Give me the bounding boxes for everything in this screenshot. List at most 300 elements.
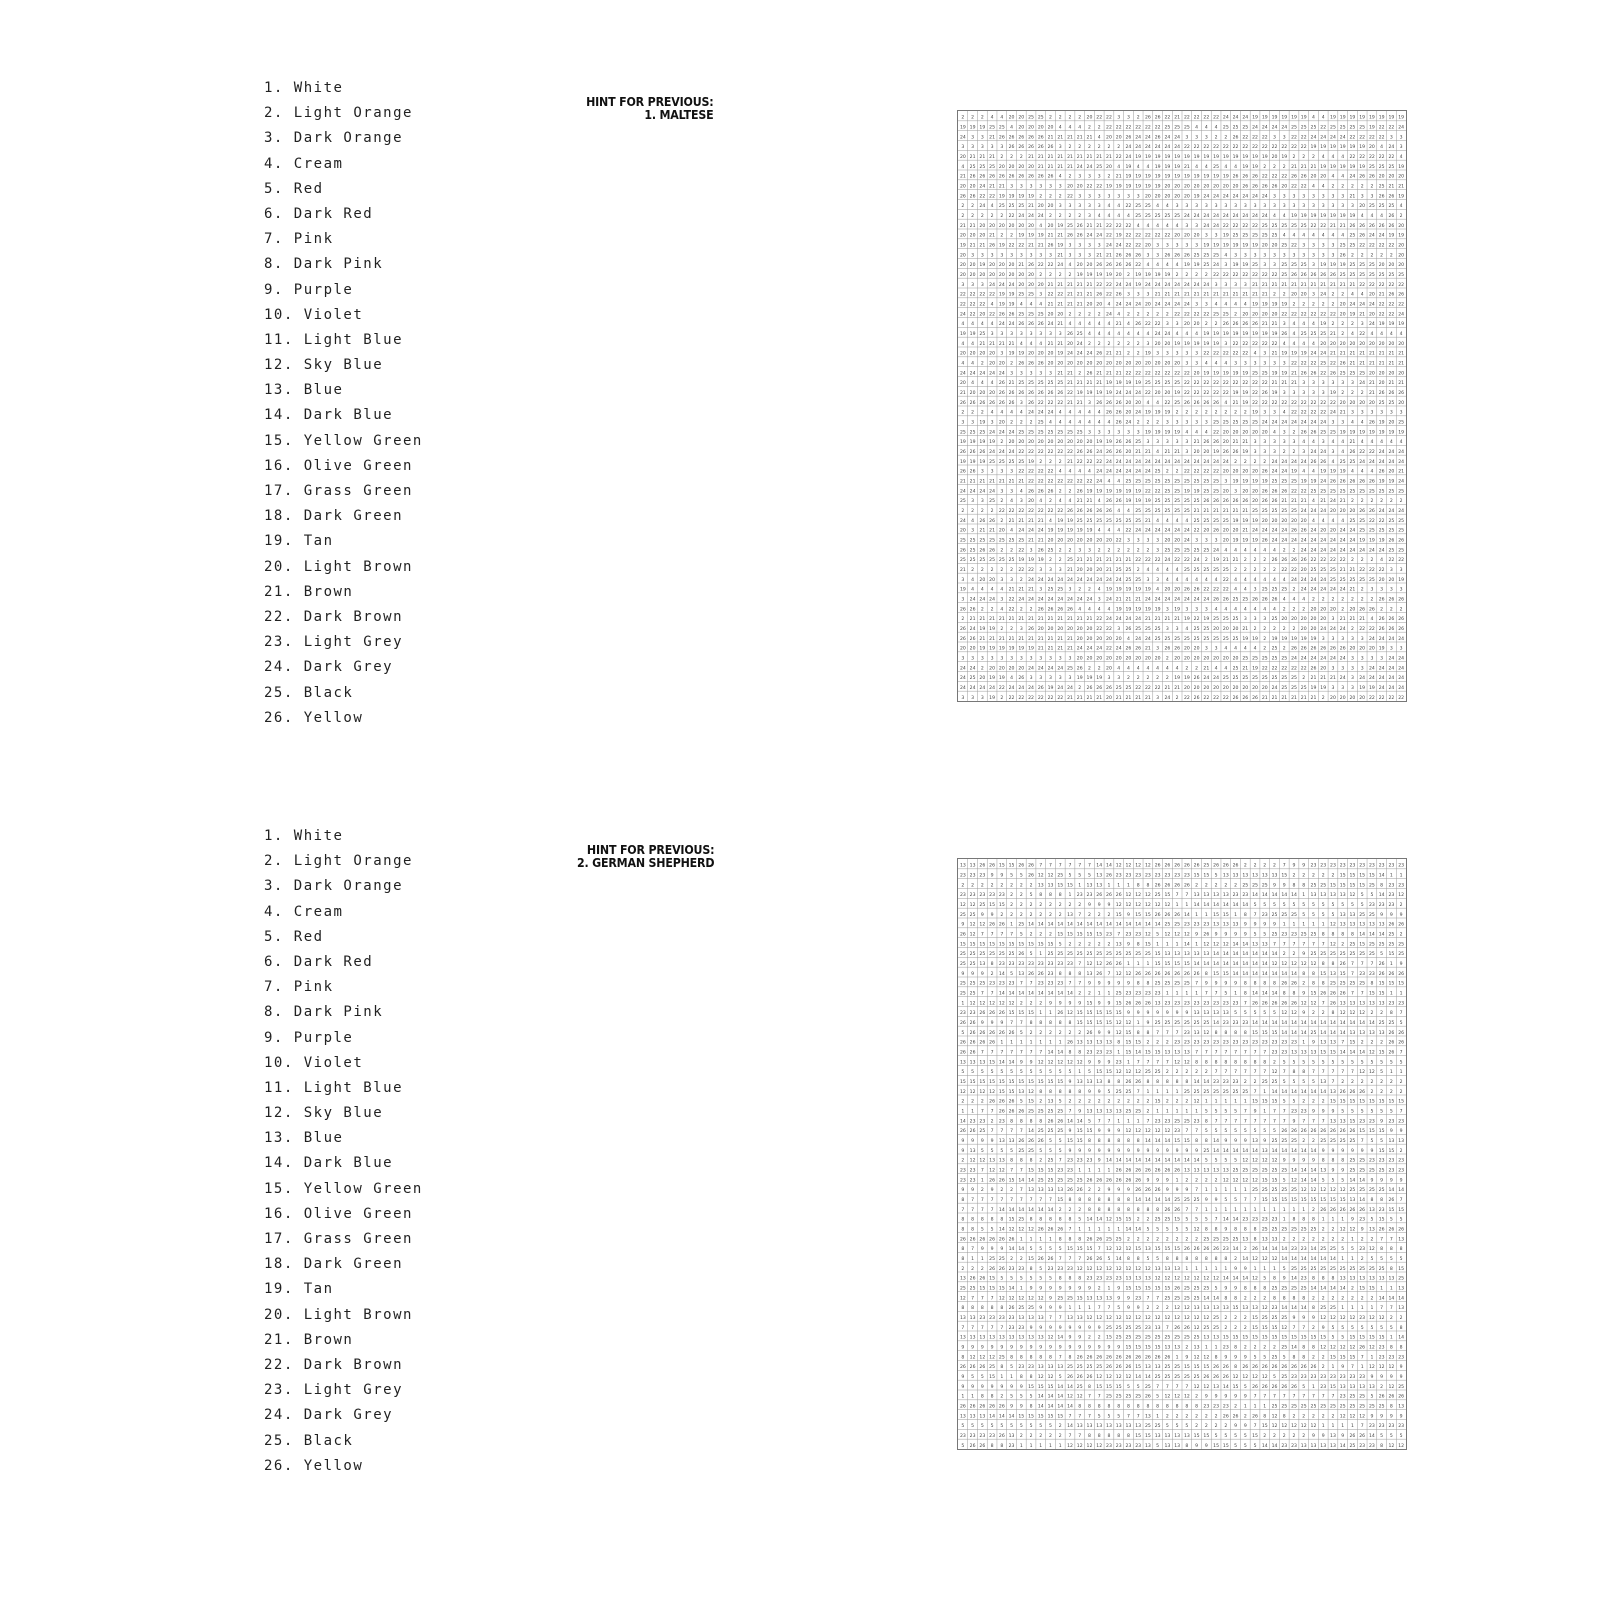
grid-cell-number: 5: [1185, 1227, 1188, 1233]
grid-cell-number: 3: [1273, 410, 1276, 416]
grid-cell-number: 25: [1057, 429, 1063, 435]
grid-cell-number: 25: [960, 981, 966, 987]
grid-cell-number: 20: [989, 272, 995, 278]
grid-cell-number: 2: [1312, 1295, 1315, 1301]
grid-cell-number: 22: [1077, 479, 1083, 485]
grid-cell-number: 22: [1252, 400, 1258, 406]
grid-cell-number: 2: [1293, 449, 1296, 455]
grid-cell-number: 2: [1010, 567, 1013, 573]
grid-cell-number: 19: [1009, 646, 1015, 652]
grid-cell-number: 9: [1195, 1148, 1198, 1154]
grid-cell-number: 12: [1174, 1315, 1180, 1321]
grid-cell-number: 15: [1359, 941, 1365, 947]
grid-cell-number: 3: [1293, 439, 1296, 445]
grid-cell-number: 3: [1312, 243, 1315, 249]
grid-cell-number: 2: [971, 203, 974, 209]
grid-cell-number: 26: [1388, 597, 1394, 603]
grid-cell-number: 23: [1359, 863, 1365, 869]
grid-cell-number: 24: [1242, 115, 1248, 121]
grid-cell-number: 20: [1340, 302, 1346, 308]
grid-cell-number: 3: [1224, 341, 1227, 347]
grid-cell-number: 3: [981, 695, 984, 701]
grid-cell-number: 2: [1176, 1236, 1179, 1242]
grid-cell-number: 19: [1379, 538, 1385, 544]
grid-cell-number: 21: [1301, 498, 1307, 504]
grid-cell-number: 2: [981, 1266, 984, 1272]
grid-cell-number: 7: [1273, 941, 1276, 947]
grid-cell-number: 23: [960, 873, 966, 879]
legend-item: 14. Dark Blue: [264, 1151, 423, 1176]
grid-cell-number: 9: [1098, 981, 1101, 987]
grid-cell-number: 2: [1107, 341, 1110, 347]
grid-cell-number: 8: [1020, 1118, 1023, 1124]
grid-cell-number: 2: [1244, 557, 1247, 563]
grid-cell-number: 26: [1369, 223, 1375, 229]
grid-cell-number: 25: [1194, 518, 1200, 524]
grid-cell-number: 3: [1010, 252, 1013, 258]
grid-cell-number: 21: [979, 479, 985, 485]
grid-cell-number: 22: [1048, 262, 1054, 268]
grid-cell-number: 26: [1311, 429, 1317, 435]
grid-cell-number: 8: [1195, 1256, 1198, 1262]
grid-cell-number: 21: [1320, 675, 1326, 681]
grid-cell-number: 26: [1126, 626, 1132, 632]
grid-cell-number: 8: [1146, 1207, 1149, 1213]
grid-cell-number: 19: [1272, 636, 1278, 642]
grid-cell-number: 25: [1184, 1089, 1190, 1095]
grid-cell-number: 20: [999, 361, 1005, 367]
grid-cell-number: 14: [1369, 1020, 1375, 1026]
grid-cell-number: 15: [1126, 1217, 1132, 1223]
grid-cell-number: 13: [1018, 971, 1024, 977]
grid-cell-number: 5: [1273, 902, 1276, 908]
grid-cell-number: 4: [1312, 184, 1315, 190]
grid-cell-number: 21: [1233, 439, 1239, 445]
grid-cell-number: 5: [1283, 1079, 1286, 1085]
grid-cell-number: 4: [1176, 665, 1179, 671]
grid-cell-number: 3: [1000, 144, 1003, 150]
grid-cell-number: 22: [1281, 174, 1287, 180]
grid-cell-number: 26: [1038, 144, 1044, 150]
grid-cell-number: 20: [1184, 193, 1190, 199]
grid-cell-number: 20: [1301, 518, 1307, 524]
grid-cell-number: 12: [999, 1295, 1005, 1301]
grid-cell-number: 22: [1194, 144, 1200, 150]
grid-cell-number: 5: [1020, 1099, 1023, 1105]
grid-cell-number: 24: [1359, 380, 1365, 386]
grid-cell-number: 3: [1059, 656, 1062, 662]
grid-cell-number: 24: [1213, 262, 1219, 268]
grid-cell-number: 14: [1291, 1305, 1297, 1311]
grid-cell-number: 21: [1233, 400, 1239, 406]
grid-cell-number: 26: [1018, 174, 1024, 180]
grid-cell-number: 4: [1302, 341, 1305, 347]
grid-cell-number: 22: [1223, 577, 1229, 583]
grid-cell-number: 21: [1262, 292, 1268, 298]
grid-cell-number: 24: [1145, 528, 1151, 534]
grid-cell-number: 3: [991, 144, 994, 150]
grid-cell-number: 20: [960, 262, 966, 268]
grid-cell-number: 22: [1233, 144, 1239, 150]
grid-cell-number: 3: [1224, 262, 1227, 268]
grid-cell-number: 26: [1398, 1227, 1404, 1233]
grid-cell-number: 13: [1203, 1010, 1209, 1016]
grid-cell-number: 23: [1116, 873, 1122, 879]
grid-cell-number: 7: [1195, 981, 1198, 987]
legend-item: 21. Brown: [264, 1328, 423, 1353]
grid-cell-number: 19: [1281, 370, 1287, 376]
grid-cell-number: 19: [1028, 233, 1034, 239]
grid-cell-number: 22: [1174, 370, 1180, 376]
grid-cell-number: 22: [1320, 400, 1326, 406]
grid-cell-number: 12: [1223, 941, 1229, 947]
grid-cell-number: 15: [989, 1286, 995, 1292]
grid-cell-number: 13: [1359, 1276, 1365, 1282]
grid-cell-number: 3: [1000, 331, 1003, 337]
grid-cell-number: 25: [1018, 1148, 1024, 1154]
grid-cell-number: 8: [1069, 1050, 1072, 1056]
grid-cell-number: 15: [1340, 971, 1346, 977]
grid-cell-number: 21: [1048, 154, 1054, 160]
legend-item: 16. Olive Green: [264, 1202, 423, 1227]
grid-cell-number: 23: [1369, 971, 1375, 977]
grid-cell-number: 1: [1234, 991, 1237, 997]
grid-cell-number: 20: [1164, 587, 1170, 593]
grid-cell-number: 7: [1283, 941, 1286, 947]
grid-cell-number: 19: [1145, 587, 1151, 593]
grid-cell-number: 19: [1311, 144, 1317, 150]
grid-cell-number: 21: [1262, 282, 1268, 288]
grid-cell-number: 14: [1233, 961, 1239, 967]
grid-cell-number: 2: [1010, 1256, 1013, 1262]
grid-cell-number: 7: [1137, 1059, 1140, 1065]
grid-cell-number: 26: [1126, 646, 1132, 652]
grid-cell-number: 23: [1018, 1266, 1024, 1272]
grid-cell-number: 9: [1224, 1138, 1227, 1144]
grid-cell-number: 19: [1350, 311, 1356, 317]
grid-cell-number: 25: [970, 557, 976, 563]
grid-cell-number: 4: [1049, 420, 1052, 426]
grid-cell-number: 1: [1390, 873, 1393, 879]
grid-cell-number: 3: [1302, 380, 1305, 386]
grid-cell-number: 21: [1057, 616, 1063, 622]
grid-cell-number: 21: [1116, 174, 1122, 180]
grid-cell-number: 8: [1293, 1217, 1296, 1223]
grid-cell-number: 26: [1096, 1177, 1102, 1183]
grid-cell-number: 5: [1059, 1246, 1062, 1252]
grid-cell-number: 22: [1340, 557, 1346, 563]
grid-cell-number: 9: [1049, 1295, 1052, 1301]
grid-cell-number: 15: [1359, 882, 1365, 888]
grid-cell-number: 22: [1087, 459, 1093, 465]
grid-cell-number: 3: [1341, 420, 1344, 426]
grid-cell-number: 21: [1388, 351, 1394, 357]
grid-cell-number: 15: [1184, 961, 1190, 967]
grid-cell-number: 20: [1009, 223, 1015, 229]
grid-cell-number: 22: [1388, 695, 1394, 701]
grid-cell-number: 26: [1262, 488, 1268, 494]
grid-cell-number: 25: [1067, 557, 1073, 563]
grid-cell-number: 24: [1262, 125, 1268, 131]
grid-cell-number: 23: [1388, 1168, 1394, 1174]
grid-cell-number: 24: [1320, 479, 1326, 485]
grid-cell-number: 24: [1106, 459, 1112, 465]
grid-cell-number: 15: [1369, 873, 1375, 879]
grid-cell-number: 14: [1203, 1295, 1209, 1301]
grid-cell-number: 12: [1194, 1099, 1200, 1105]
grid-cell-number: 19: [1106, 390, 1112, 396]
grid-cell-number: 24: [1203, 597, 1209, 603]
grid-cell-number: 25: [1203, 1148, 1209, 1154]
legend-item: 9. Purple: [264, 278, 423, 303]
grid-cell-number: 21: [1057, 370, 1063, 376]
grid-cell-number: 21: [1145, 646, 1151, 652]
hint-title: HINT FOR PREVIOUS:: [577, 844, 714, 857]
grid-cell-number: 15: [1203, 873, 1209, 879]
grid-cell-number: 2: [1030, 882, 1033, 888]
grid-cell-number: 14: [1126, 1227, 1132, 1233]
grid-cell-number: 3: [1273, 439, 1276, 445]
grid-cell-number: 7: [1195, 1128, 1198, 1134]
grid-cell-number: 2: [1069, 1207, 1072, 1213]
grid-cell-number: 26: [999, 390, 1005, 396]
grid-cell-number: 21: [1057, 164, 1063, 170]
grid-cell-number: 3: [1185, 223, 1188, 229]
grid-cell-number: 20: [1311, 626, 1317, 632]
grid-cell-number: 7: [1244, 1050, 1247, 1056]
grid-cell-number: 12: [1272, 1158, 1278, 1164]
grid-cell-number: 26: [1388, 1050, 1394, 1056]
grid-cell-number: 25: [1340, 370, 1346, 376]
grid-cell-number: 12: [1135, 863, 1141, 869]
color-legend: [264, 76, 423, 731]
grid-cell-number: 23: [970, 1177, 976, 1183]
grid-cell-number: 8: [1069, 1197, 1072, 1203]
grid-cell-number: 21: [1311, 282, 1317, 288]
grid-cell-number: 2: [1059, 1207, 1062, 1213]
grid-cell-number: 22: [1379, 243, 1385, 249]
grid-cell-number: 24: [1077, 164, 1083, 170]
grid-cell-number: 4: [1195, 429, 1198, 435]
grid-cell-number: 4: [1370, 616, 1373, 622]
grid-cell-number: 25: [1369, 951, 1375, 957]
grid-cell-number: 26: [1388, 1040, 1394, 1046]
grid-cell-number: 25: [1223, 1089, 1229, 1095]
grid-cell-number: 21: [1242, 508, 1248, 514]
grid-cell-number: 12: [1155, 1315, 1161, 1321]
grid-cell-number: 21: [1067, 134, 1073, 140]
grid-cell-number: 24: [1135, 144, 1141, 150]
grid-cell-number: 2: [1000, 439, 1003, 445]
grid-cell-number: 21: [1340, 567, 1346, 573]
grid-cell-number: 5: [1030, 892, 1033, 898]
grid-cell-number: 2: [1000, 882, 1003, 888]
grid-cell-number: 19: [1135, 184, 1141, 190]
grid-cell-number: 19: [1291, 213, 1297, 219]
grid-cell-number: 9: [1263, 922, 1266, 928]
grid-cell-number: 20: [1174, 184, 1180, 190]
grid-cell-number: 2: [1254, 459, 1257, 465]
grid-cell-number: 2: [1283, 292, 1286, 298]
grid-cell-number: 14: [1194, 1158, 1200, 1164]
grid-cell-number: 20: [1155, 361, 1161, 367]
grid-cell-number: 25: [1291, 685, 1297, 691]
grid-cell-number: 2: [1107, 941, 1110, 947]
grid-cell-number: 20: [1048, 203, 1054, 209]
grid-cell-number: 5: [1107, 1256, 1110, 1262]
grid-cell-number: 25: [1018, 459, 1024, 465]
grid-cell-number: 2: [1166, 311, 1169, 317]
grid-cell-number: 4: [1361, 469, 1364, 475]
grid-cell-number: 7: [1205, 991, 1208, 997]
grid-cell-number: 25: [970, 164, 976, 170]
grid-cell-number: 22: [1272, 144, 1278, 150]
grid-cell-number: 26: [989, 922, 995, 928]
grid-cell-number: 19: [1135, 154, 1141, 160]
grid-cell-number: 2: [1146, 675, 1149, 681]
grid-cell-number: 20: [1106, 656, 1112, 662]
grid-cell-number: 21: [1048, 233, 1054, 239]
grid-cell-number: 2: [991, 508, 994, 514]
grid-cell-number: 12: [1174, 1059, 1180, 1065]
grid-cell-number: 2: [1273, 164, 1276, 170]
grid-cell-number: 8: [1234, 1295, 1237, 1301]
grid-cell-number: 5: [1283, 1266, 1286, 1272]
grid-cell-number: 26: [1379, 616, 1385, 622]
grid-cell-number: 13: [1155, 1000, 1161, 1006]
grid-cell-number: 25: [1281, 1187, 1287, 1193]
grid-cell-number: 21: [1087, 695, 1093, 701]
grid-cell-number: 19: [1174, 341, 1180, 347]
grid-cell-number: 25: [1252, 508, 1258, 514]
grid-cell-number: 3: [981, 498, 984, 504]
grid-cell-number: 22: [1291, 400, 1297, 406]
grid-cell-number: 22: [1320, 410, 1326, 416]
grid-cell-number: 23: [1233, 1020, 1239, 1026]
grid-cell-number: 9: [1030, 1059, 1033, 1065]
grid-cell-number: 26: [1116, 262, 1122, 268]
grid-cell-number: 15: [1398, 1099, 1404, 1105]
grid-cell-number: 19: [1126, 488, 1132, 494]
grid-cell-number: 7: [1039, 1050, 1042, 1056]
grid-cell-number: 22: [1184, 557, 1190, 563]
grid-cell-number: 25: [1203, 567, 1209, 573]
grid-cell-number: 19: [1291, 469, 1297, 475]
grid-cell-number: 22: [1096, 626, 1102, 632]
grid-cell-number: 3: [1020, 331, 1023, 337]
grid-cell-number: 4: [991, 203, 994, 209]
grid-cell-number: 4: [1098, 213, 1101, 219]
grid-cell-number: 14: [1223, 1217, 1229, 1223]
grid-cell-number: 26: [999, 922, 1005, 928]
grid-cell-number: 14: [1291, 892, 1297, 898]
grid-cell-number: 26: [1028, 144, 1034, 150]
grid-cell-number: 26: [1174, 1286, 1180, 1292]
grid-cell-number: 20: [1350, 695, 1356, 701]
grid-cell-number: 26: [1164, 252, 1170, 258]
grid-cell-number: 14: [1242, 1148, 1248, 1154]
grid-cell-number: 20: [979, 272, 985, 278]
grid-cell-number: 22: [1320, 223, 1326, 229]
grid-cell-number: 25: [1233, 125, 1239, 131]
grid-cell-number: 8: [1049, 1217, 1052, 1223]
grid-cell-number: 25: [1350, 1187, 1356, 1193]
grid-cell-number: 2: [1020, 912, 1023, 918]
grid-cell-number: 4: [971, 321, 974, 327]
grid-cell-number: 3: [1312, 203, 1315, 209]
grid-cell-number: 5: [1078, 1217, 1081, 1223]
grid-cell-number: 25: [1067, 429, 1073, 435]
grid-cell-number: 4: [1117, 203, 1120, 209]
grid-cell-number: 19: [1164, 272, 1170, 278]
grid-cell-number: 25: [1194, 1295, 1200, 1301]
grid-cell-number: 20: [1301, 567, 1307, 573]
grid-cell-number: 19: [1281, 115, 1287, 121]
grid-cell-number: 21: [1077, 498, 1083, 504]
grid-cell-number: 1: [1078, 1069, 1081, 1075]
grid-cell-number: 13: [1398, 1138, 1404, 1144]
grid-cell-number: 25: [1359, 125, 1365, 131]
grid-cell-number: 13: [1291, 1050, 1297, 1056]
grid-cell-number: 8: [1137, 1207, 1140, 1213]
grid-cell-number: 25: [1126, 479, 1132, 485]
grid-cell-number: 1: [1302, 1040, 1305, 1046]
grid-cell-number: 9: [1234, 981, 1237, 987]
grid-cell-number: 19: [1028, 646, 1034, 652]
grid-cell-number: 14: [1145, 1158, 1151, 1164]
grid-cell-number: 3: [1370, 410, 1373, 416]
grid-cell-number: 25: [1135, 577, 1141, 583]
grid-cell-number: 14: [1311, 1286, 1317, 1292]
grid-cell-number: 20: [960, 272, 966, 278]
grid-cell-number: 20: [1398, 370, 1404, 376]
grid-cell-number: 24: [1281, 528, 1287, 534]
grid-cell-number: 24: [1369, 547, 1375, 553]
grid-cell-number: 24: [1126, 144, 1132, 150]
grid-cell-number: 8: [1137, 981, 1140, 987]
grid-cell-number: 14: [1281, 971, 1287, 977]
grid-cell-number: 21: [1028, 203, 1034, 209]
grid-cell-number: 3: [1069, 587, 1072, 593]
grid-cell-number: 19: [1155, 164, 1161, 170]
grid-cell-number: 8: [1049, 1089, 1052, 1095]
grid-cell-number: 4: [1010, 498, 1013, 504]
grid-cell-number: 2: [1302, 1236, 1305, 1242]
grid-cell-number: 22: [1184, 115, 1190, 121]
grid-cell-number: 19: [1262, 154, 1268, 160]
grid-cell-number: 7: [1107, 1118, 1110, 1124]
grid-cell-number: 8: [1331, 961, 1334, 967]
grid-cell-number: 3: [1273, 361, 1276, 367]
grid-cell-number: 21: [1174, 685, 1180, 691]
grid-cell-number: 22: [1009, 213, 1015, 219]
grid-cell-number: 25: [1028, 115, 1034, 121]
grid-cell-number: 25: [1048, 547, 1054, 553]
grid-cell-number: 2: [1010, 547, 1013, 553]
grid-cell-number: 26: [1116, 439, 1122, 445]
grid-cell-number: 15: [1126, 1030, 1132, 1036]
grid-cell-number: 9: [1117, 981, 1120, 987]
grid-cell-number: 25: [1028, 311, 1034, 317]
grid-cell-number: 7: [1185, 1207, 1188, 1213]
grid-cell-number: 25: [1233, 420, 1239, 426]
grid-cell-number: 24: [1320, 538, 1326, 544]
grid-cell-number: 21: [970, 223, 976, 229]
grid-cell-number: 26: [1350, 1207, 1356, 1213]
grid-cell-number: 2: [1254, 863, 1257, 869]
grid-cell-number: 14: [1223, 902, 1229, 908]
grid-cell-number: 1: [1283, 1207, 1286, 1213]
